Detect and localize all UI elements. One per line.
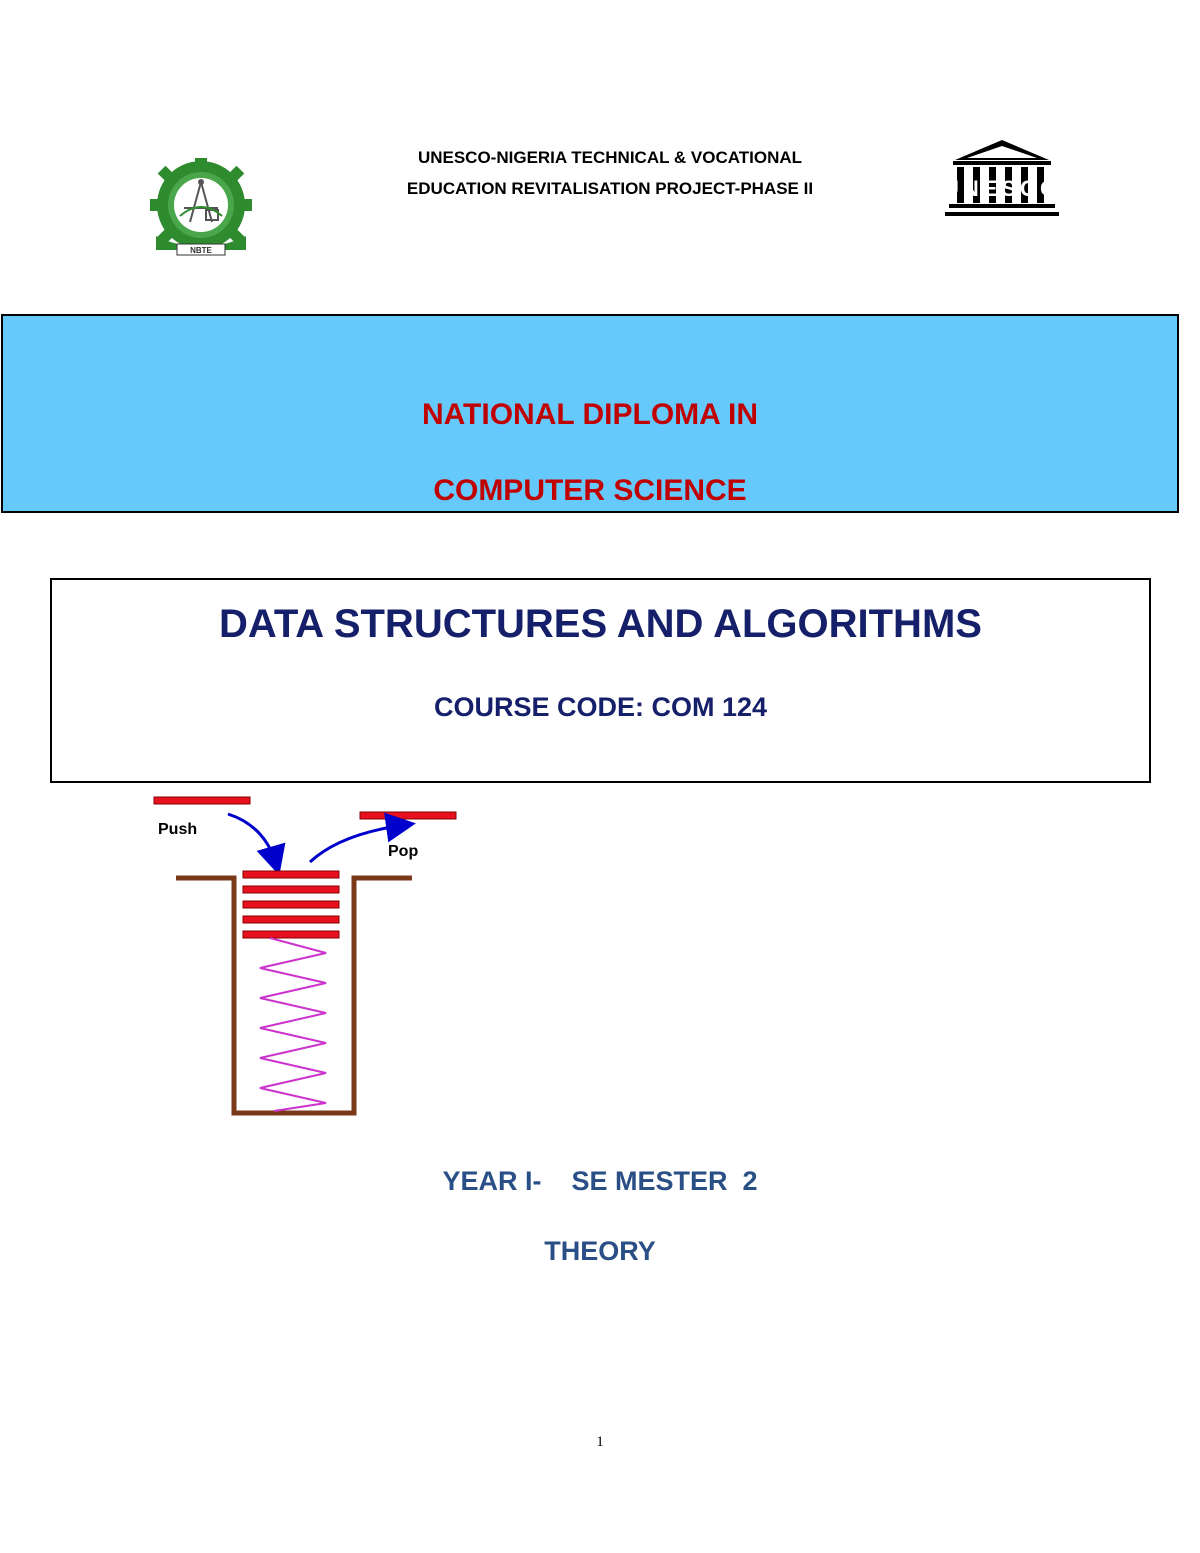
course-title-box [50,578,1151,783]
stack-plate [243,931,339,938]
theory-label: THEORY [544,1236,656,1266]
stack-plate [243,886,339,893]
stack-container [176,878,412,1113]
stack-plate [243,871,339,878]
stack-plate [243,901,339,908]
year-semester: YEAR I- SE MESTER 2 [442,1166,758,1196]
stack-spring [260,938,326,1111]
unesco-logo [943,138,1061,222]
course-title: DATA STRUCTURES AND ALGORITHMS [219,602,982,646]
header-title [300,142,920,204]
course-code: COURSE CODE: COM 124 [433,692,768,722]
pop-label: Pop [388,843,419,860]
push-label: Push [158,821,198,838]
page-number: 1 [596,1434,604,1450]
stacked-plates [243,871,339,938]
banner-line-2: COMPUTER SCIENCE [433,474,747,507]
push-plate [154,797,250,804]
banner-line-1: NATIONAL DIPLOMA IN [421,398,759,431]
program-banner [1,314,1179,513]
push-arrow [228,814,276,864]
nbte-logo [150,158,252,258]
pop-plate [360,812,456,819]
header-line-2: EDUCATION REVITALISATION PROJECT-PHASE II [406,179,814,198]
header-line-1: UNESCO-NIGERIA TECHNICAL & VOCATIONAL [417,148,803,167]
stack-plate [243,916,339,923]
stack-diagram [140,788,470,1123]
nbte-logo-text: NBTE [190,246,212,255]
unesco-logo-text: UNESCO [943,176,1061,201]
